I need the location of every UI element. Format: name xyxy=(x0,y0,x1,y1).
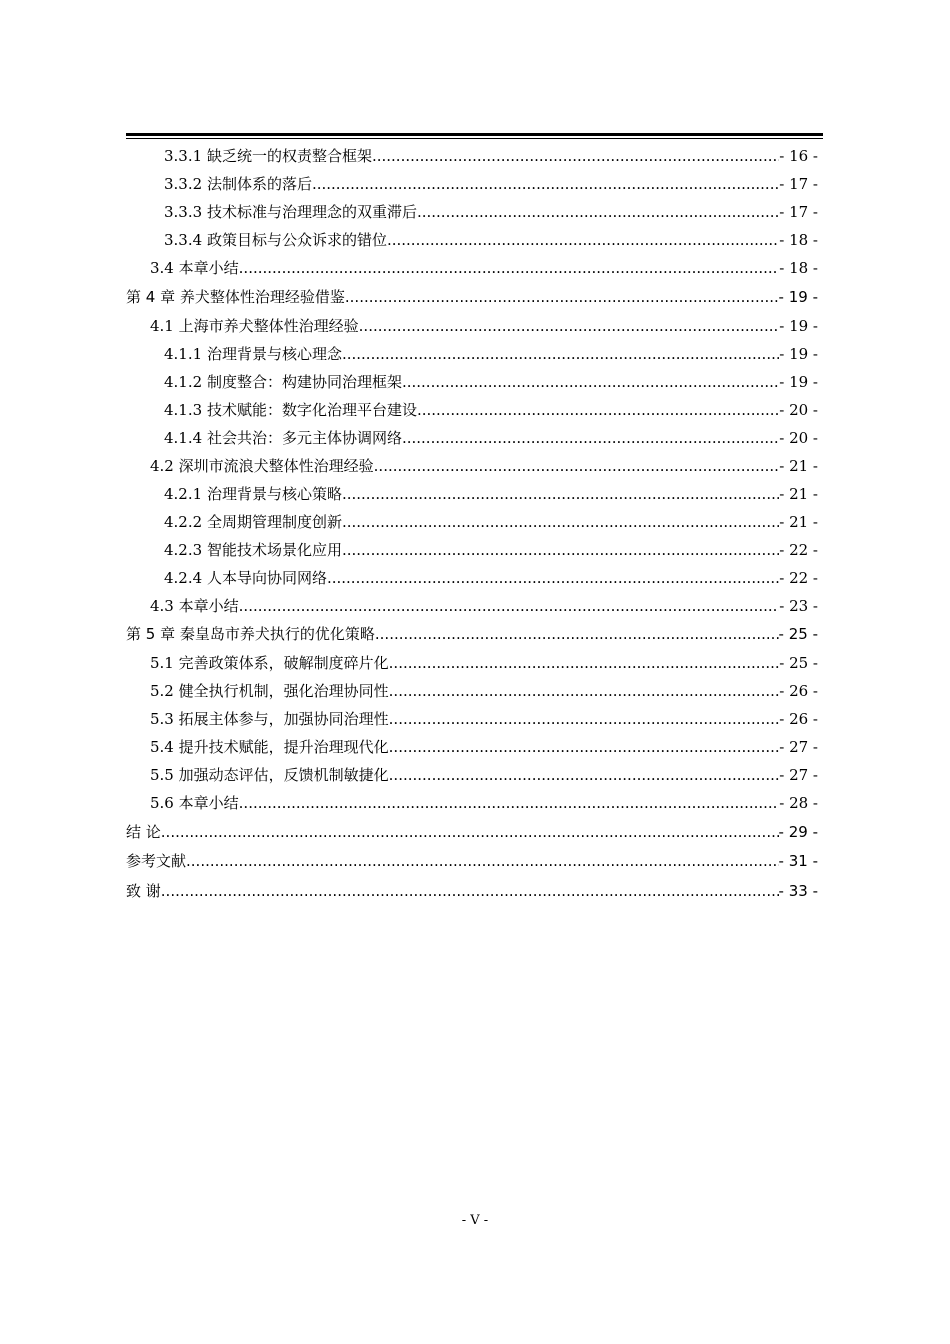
toc-entry-title: 提升技术赋能，提升治理现代化 xyxy=(178,738,389,756)
dot-leader xyxy=(342,342,779,366)
toc-entry-label xyxy=(126,284,345,310)
toc-entry-title: 智能技术场景化应用 xyxy=(206,540,342,559)
toc-entry-page: - 17 - xyxy=(779,203,818,221)
toc-entry-label xyxy=(164,144,372,168)
toc-entry[interactable] xyxy=(126,534,818,562)
toc-entry-page: - 18 - xyxy=(779,231,818,249)
toc-entry[interactable] xyxy=(126,224,818,252)
dot-leader xyxy=(239,791,780,815)
toc-entry-title: 全周期管理制度创新 xyxy=(206,512,342,531)
toc-entry-label xyxy=(150,679,389,703)
toc-entry-number: 4.1.1 xyxy=(164,344,203,363)
toc-entry-page: - 22 - xyxy=(779,568,818,587)
dot-leader xyxy=(342,510,779,534)
toc-entry-label xyxy=(126,621,375,647)
toc-entry-number: 3.4 xyxy=(150,259,174,277)
dot-leader xyxy=(389,679,780,703)
toc-entry-page: - 21 - xyxy=(779,456,818,475)
toc-entry-number: 5.3 xyxy=(150,710,174,728)
toc-entry-page: - 31 - xyxy=(778,852,818,870)
dot-leader xyxy=(387,228,779,252)
toc-entry[interactable] xyxy=(126,338,818,366)
toc-entry-number: 5.2 xyxy=(150,682,174,700)
toc-entry-label xyxy=(164,482,342,506)
toc-entry-title: 本章小结 xyxy=(178,596,239,615)
toc-entry[interactable] xyxy=(126,310,818,338)
toc-entry-number: 4.3 xyxy=(150,596,174,615)
toc-entry[interactable] xyxy=(126,874,818,904)
toc-entry-title: 治理背景与核心策略 xyxy=(206,484,342,503)
dot-leader xyxy=(345,284,779,310)
toc-entry-title: 本章小结 xyxy=(178,794,239,812)
toc-entry[interactable] xyxy=(126,562,818,590)
toc-entry-label xyxy=(126,819,161,845)
toc-entry-label xyxy=(126,848,186,874)
toc-entry-number: 5.5 xyxy=(150,766,174,784)
toc-entry[interactable] xyxy=(126,845,818,875)
toc-entry-label xyxy=(150,594,239,618)
toc-entry-number: 5.6 xyxy=(150,794,174,812)
toc-entry[interactable] xyxy=(126,422,818,450)
toc-entry-title: 加强动态评估，反馈机制敏捷化 xyxy=(178,766,389,784)
dot-leader xyxy=(372,144,779,168)
toc-entry-title: 健全执行机制，强化治理协同性 xyxy=(178,682,389,700)
dot-leader xyxy=(327,566,779,590)
toc-entry-label xyxy=(150,791,239,815)
toc-entry-number: 3.3.4 xyxy=(164,231,203,249)
toc-entry-label xyxy=(164,566,327,590)
toc-entry-number: 4.2.4 xyxy=(164,568,203,587)
toc-entry-title: 完善政策体系，破解制度碎片化 xyxy=(178,654,389,672)
toc-entry-page: - 27 - xyxy=(779,766,818,784)
dot-leader xyxy=(342,482,779,506)
toc-entry[interactable] xyxy=(126,590,818,618)
toc-entry-number: 第 5 章 xyxy=(126,625,176,643)
toc-entry-title: 技术赋能：数字化治理平台建设 xyxy=(206,400,417,419)
toc-entry-number: 3.3.2 xyxy=(164,175,203,193)
toc-entry-title: 致 谢 xyxy=(126,881,161,900)
toc-entry-label xyxy=(150,735,389,759)
toc-entry-number: 3.3.3 xyxy=(164,203,203,221)
toc-entry-title: 缺乏统一的权责整合框架 xyxy=(206,147,372,165)
dot-leader xyxy=(402,426,779,450)
toc-entry-label xyxy=(164,398,417,422)
toc-entry[interactable] xyxy=(126,703,818,731)
toc-entry-title: 技术标准与治理理念的双重滞后 xyxy=(206,203,417,221)
toc-entry-number: 4.1.2 xyxy=(164,372,203,391)
toc-entry[interactable] xyxy=(126,787,818,815)
toc-entry-page: - 23 - xyxy=(779,596,818,615)
toc-entry-page: - 16 - xyxy=(779,147,818,165)
toc-entry-number: 3.3.1 xyxy=(164,147,203,165)
toc-entry-page: - 19 - xyxy=(778,287,818,306)
dot-leader xyxy=(375,621,779,647)
dot-leader xyxy=(312,172,779,196)
toc-entry-title: 深圳市流浪犬整体性治理经验 xyxy=(178,456,374,475)
toc-entry[interactable] xyxy=(126,196,818,224)
toc-entry-number: 4.2.2 xyxy=(164,512,203,531)
toc-entry-number: 4.1 xyxy=(150,316,174,335)
toc-entry[interactable] xyxy=(126,478,818,506)
toc-entry-page: - 19 - xyxy=(779,372,818,391)
toc-entry-title: 社会共治：多元主体协调网络 xyxy=(206,428,402,447)
toc-entry-page: - 19 - xyxy=(779,316,818,335)
dot-leader xyxy=(389,763,780,787)
toc-entry-label xyxy=(150,651,389,675)
toc-entry[interactable] xyxy=(126,618,818,648)
dot-leader xyxy=(417,200,779,224)
toc-entry-title: 拓展主体参与，加强协同治理性 xyxy=(178,710,389,728)
toc-entry-page: - 17 - xyxy=(779,175,818,193)
toc-entry-number: 4.1.4 xyxy=(164,428,203,447)
toc-entry-label xyxy=(150,707,389,731)
toc-entry-number: 5.1 xyxy=(150,654,174,672)
toc-entry-page: - 19 - xyxy=(779,344,818,363)
toc-entry-page: - 20 - xyxy=(779,428,818,447)
dot-leader xyxy=(161,878,779,904)
dot-leader xyxy=(374,454,780,478)
dot-leader xyxy=(161,819,779,845)
toc-entry-label xyxy=(150,454,374,478)
dot-leader xyxy=(417,398,779,422)
toc-entry-title: 政策目标与公众诉求的错位 xyxy=(206,231,387,249)
toc-entry[interactable] xyxy=(126,140,818,168)
dot-leader xyxy=(342,538,779,562)
toc-entry-label xyxy=(164,538,342,562)
toc-entry-title: 法制体系的落后 xyxy=(206,175,312,193)
dot-leader xyxy=(186,848,779,874)
toc-entry-label xyxy=(126,878,161,904)
toc-entry-label xyxy=(150,763,389,787)
header-rule-thick xyxy=(126,133,823,136)
toc-entry-page: - 21 - xyxy=(779,512,818,531)
toc-entry-page: - 26 - xyxy=(779,682,818,700)
toc-entry-title: 参考文献 xyxy=(126,852,187,870)
toc-entry[interactable] xyxy=(126,168,818,196)
toc-entry[interactable] xyxy=(126,759,818,787)
toc-entry[interactable] xyxy=(126,731,818,759)
toc-entry[interactable] xyxy=(126,366,818,394)
toc-entry-title: 治理背景与核心理念 xyxy=(206,344,342,363)
toc-entry[interactable] xyxy=(126,647,818,675)
toc-entry-label xyxy=(164,370,402,394)
toc-entry-number: 4.1.3 xyxy=(164,400,203,419)
toc-entry[interactable] xyxy=(126,815,818,845)
toc-entry-title: 本章小结 xyxy=(178,259,239,277)
toc-entry-number: 4.2 xyxy=(150,456,174,475)
toc-entry-label xyxy=(164,228,387,252)
toc-entry-page: - 20 - xyxy=(779,400,818,419)
dot-leader xyxy=(239,256,780,280)
toc-entry-label xyxy=(164,342,342,366)
dot-leader xyxy=(389,651,780,675)
toc-entry-page: - 25 - xyxy=(778,625,818,643)
toc-entry-label xyxy=(164,510,342,534)
toc-entry-page: - 28 - xyxy=(779,794,818,812)
toc-entry-label xyxy=(150,256,239,280)
dot-leader xyxy=(359,314,780,338)
toc-entry-page: - 26 - xyxy=(779,710,818,728)
toc-entry-page: - 22 - xyxy=(779,540,818,559)
table-of-contents xyxy=(126,140,818,904)
toc-entry-title: 制度整合：构建协同治理框架 xyxy=(206,372,402,391)
toc-entry-number: 第 4 章 xyxy=(126,287,176,306)
toc-entry-page: - 25 - xyxy=(779,654,818,672)
toc-entry[interactable] xyxy=(126,280,818,310)
dot-leader xyxy=(402,370,779,394)
toc-entry-title: 秦皇岛市养犬执行的优化策略 xyxy=(179,625,375,643)
toc-entry-title: 结 论 xyxy=(126,822,161,841)
dot-leader xyxy=(389,707,780,731)
toc-entry[interactable] xyxy=(126,675,818,703)
toc-entry-label xyxy=(164,200,417,224)
toc-entry-page: - 27 - xyxy=(779,738,818,756)
toc-entry[interactable] xyxy=(126,252,818,280)
toc-entry-page: - 33 - xyxy=(778,881,818,900)
toc-entry-label xyxy=(164,426,402,450)
toc-entry-number: 4.2.3 xyxy=(164,540,203,559)
dot-leader xyxy=(389,735,780,759)
header-rule-thin xyxy=(126,138,823,139)
toc-entry[interactable] xyxy=(126,450,818,478)
toc-entry-title: 养犬整体性治理经验借鉴 xyxy=(179,287,345,306)
toc-entry[interactable] xyxy=(126,394,818,422)
toc-entry-number: 5.4 xyxy=(150,738,174,756)
dot-leader xyxy=(239,594,780,618)
toc-entry-label xyxy=(164,172,312,196)
toc-entry-page: - 18 - xyxy=(779,259,818,277)
toc-entry-number: 4.2.1 xyxy=(164,484,203,503)
page-number: - V - xyxy=(461,1213,489,1228)
toc-entry-title: 人本导向协同网络 xyxy=(206,568,327,587)
toc-entry-page: - 29 - xyxy=(778,822,818,841)
toc-entry-label xyxy=(150,314,359,338)
toc-entry-title: 上海市养犬整体性治理经验 xyxy=(178,316,359,335)
toc-entry-page: - 21 - xyxy=(779,484,818,503)
toc-entry[interactable] xyxy=(126,506,818,534)
